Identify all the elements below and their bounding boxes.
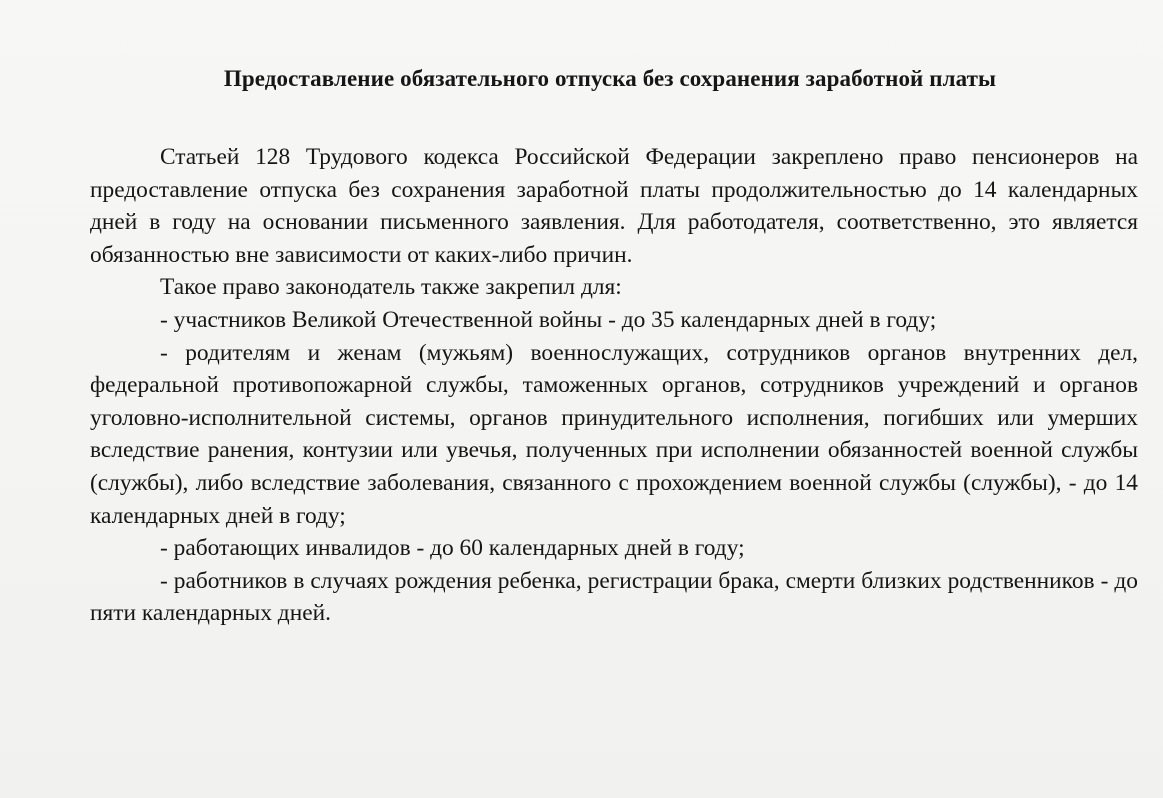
- list-item-family-events: - работников в случаях рождения ребенка, регистрации брака, смерти близких родственников - до пяти календарных дней.: [90, 567, 1138, 627]
- document-body: [90, 141, 1138, 630]
- paragraph-list-heading: Такое право законодатель также закрепил для:: [160, 274, 622, 301]
- document-title: Предоставление обязательного отпуска без сохранения заработной платы: [223, 66, 997, 91]
- list-item-veterans: - участников Великой Отечественной войны - до 35 календарных дней в году;: [160, 306, 937, 333]
- list-item-families: - родителям и женам (мужьям) военнослужащих, сотрудников органов внутренних дел, федеральной противопожарной службы, таможенных органов, сотрудников учреждений и органов уголовно-исполнительной системы, органов принудительного исполнения, погибших или умерших вследствие ранения, контузии или увечья, полученных при исполнении обязанностей военной службы (службы), либо вследствие заболевания, связанного с прохождением военной службы (службы), - до 14 календарных дней в году;: [90, 339, 1138, 529]
- paragraph-intro: Статьей 128 Трудового кодекса Российской Федерации закреплено право пенсионеров на предоставление отпуска без сохранения заработной платы продолжительностью до 14 календарных дней в году на основании письменного заявления. Для работодателя, соответственно, это является обязанностью вне зависимости от каких-либо причин.: [90, 144, 1138, 268]
- list-item-disabled: - работающих инвалидов - до 60 календарных дней в году;: [160, 535, 745, 562]
